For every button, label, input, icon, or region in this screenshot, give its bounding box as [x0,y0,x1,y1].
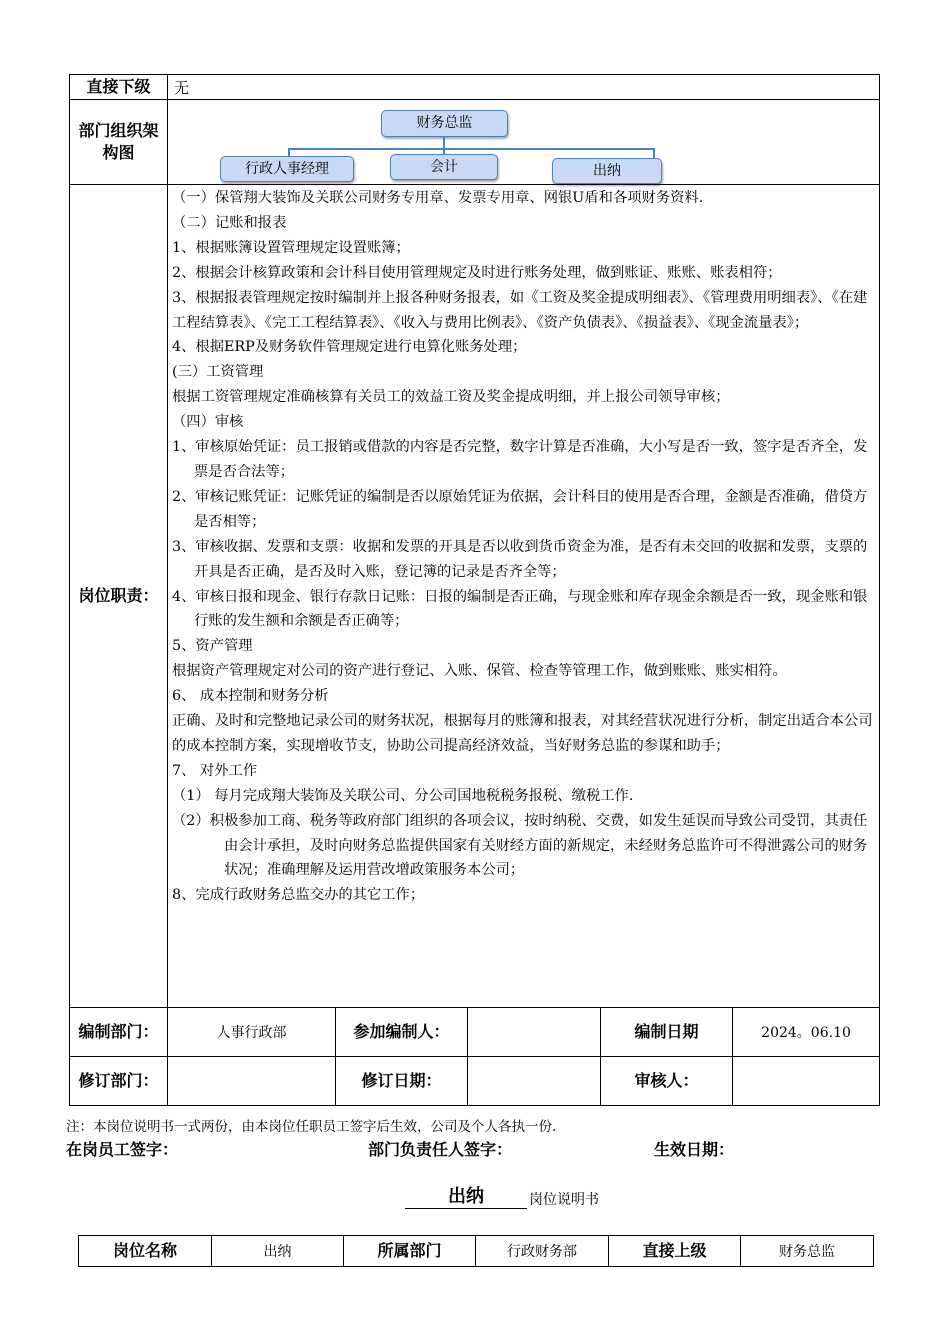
revise-dept-value [168,1057,336,1106]
org-node-accountant: 会计 [390,154,498,180]
superior-label: 直接上级 [609,1236,741,1267]
duty-line: （四）审核 [172,414,244,431]
job-description-table [69,74,880,1106]
duty-line: 3、根据报表管理规定按时编制并上报各种财务报表，如《工资及奖金提成明细表》、《管理费用明细表》、《在建工程结算表》、《完工工程结算表》、《收入与费用比例表》、《资产负债表》、《损益表》、《现金流量表》； [172,289,868,331]
org-connector-left [288,148,290,156]
duty-line: 8、完成行政财务总监交办的其它工作； [172,887,425,904]
compile-people-value [468,1008,601,1057]
next-doc-title-suffix: 岗位说明书 [529,1192,599,1208]
duties-label: 岗位职责： [70,185,168,1008]
duty-line: 4、根据ERP及财务软件管理规定进行电算化账务处理； [172,339,527,356]
duty-line: 3、审核收据、发票和支票：收据和发票的开具是否以收到货币资金为准，是否有未交回的收据和发票，支票的开具是否正确，是否及时入账，登记簿的记录是否齐全等； [172,538,868,580]
next-doc-row [79,1236,874,1267]
employee-signature-label: 在岗员工签字： [66,1140,179,1159]
reviewer-label: 审核人： [601,1057,733,1106]
org-connector-right [653,148,655,158]
revise-date-value [468,1057,601,1106]
org-chart-label: 部门组织架构图 [70,100,168,185]
compile-date-value: 2024。06.10 [733,1008,880,1057]
revise-row [70,1057,880,1106]
next-doc-table [78,1235,874,1267]
org-chart-row [70,100,880,185]
duty-line: 正确、及时和完整地记录公司的财务状况，根据每月的账簿和报表，对其经营状况进行分析，制定出适合本公司的成本控制方案，实现增收节支，协助公司提高经济效益，当好财务总监的参谋和助手； [172,713,873,754]
subordinate-row [70,75,880,100]
org-node-cashier: 出纳 [552,158,662,184]
duty-line: 6、 成本控制和财务分析 [172,688,329,705]
duty-line: （一）保管翔大装饰及关联公司财务专用章、发票专用章、网银U盾和各项财务资料. [172,190,704,206]
duty-line: 1、根据账簿设置管理规定设置账簿； [172,239,410,256]
org-node-hr-manager: 行政人事经理 [220,156,354,182]
superior-value: 财务总监 [741,1236,874,1267]
duty-line: （二）记账和报表 [172,214,287,231]
org-chart-cell [168,100,880,185]
subordinate-label: 直接下级 [70,75,168,100]
duty-line: (三）工资管理 [172,364,264,381]
footnote: 注：本岗位说明书一式两份，由本岗位任职员工签字后生效，公司及个人各执一份. [66,1119,557,1135]
compile-date-label: 编制日期 [601,1008,733,1057]
manager-signature-label: 部门负责任人签字： [368,1140,513,1159]
duty-line: （1） 每月完成翔大装饰及关联公司、分公司国地税税务报税、缴税工作. [172,787,634,804]
org-connector-horizontal [288,148,654,150]
reviewer-value [733,1057,880,1106]
subordinate-value: 无 [168,75,880,100]
compile-dept-label: 编制部门： [70,1008,168,1057]
duty-line: 根据工资管理规定准确核算有关员工的效益工资及奖金提成明细，并上报公司领导审核； [172,389,730,406]
compile-row [70,1008,880,1057]
duty-line: 1、审核原始凭证：员工报销或借款的内容是否完整，数字计算是否准确，大小写是否一致，签字是否齐全，发票是否合法等； [172,439,868,480]
revise-dept-label: 修订部门： [70,1057,168,1106]
duty-line: （2）积极参加工商、税务等政府部门组织的各项会议，按时纳税、交费，如发生延误而导致公司受罚，其责任由会计承担，及时向财务总监提供国家有关财经方面的新规定，未经财务总监许可不得泄露公司的财务状况；准确理解及运用营改增政策服务本公司； [172,812,868,879]
duties-content [168,185,880,1008]
next-doc-position-title: 出纳 [405,1186,527,1209]
duties-row [70,185,880,1008]
duty-line: 根据资产管理规定对公司的资产进行登记、入账、保管、检查等管理工作，做到账账、账实相符。 [172,663,787,680]
duty-line: 7、 对外工作 [172,762,258,779]
duty-line: 4、审核日报和现金、银行存款日记账：日报的编制是否正确，与现金账和库存现金余额是否一致，现金账和银行账的发生额和余额是否正确等； [172,588,868,630]
position-name-label: 岗位名称 [79,1236,212,1267]
department-value: 行政财务部 [476,1236,609,1267]
compile-people-label: 参加编制人： [336,1008,468,1057]
org-chart [168,100,879,184]
duty-line: 5、资产管理 [172,638,253,655]
effective-date-label: 生效日期： [654,1140,735,1159]
duty-line: 2、审核记账凭证：记账凭证的编制是否以原始凭证为依据，会计科目的使用是否合理，金额是否准确，借贷方是否相等； [172,488,868,530]
compile-dept-value: 人事行政部 [168,1008,336,1057]
revise-date-label: 修订日期： [336,1057,468,1106]
org-node-finance-director: 财务总监 [381,110,508,137]
department-label: 所属部门 [344,1236,476,1267]
position-name-value: 出纳 [212,1236,344,1267]
duty-line: 2、根据会计核算政策和会计科目使用管理规定及时进行账务处理，做到账证、账账、账表相符； [172,264,782,281]
